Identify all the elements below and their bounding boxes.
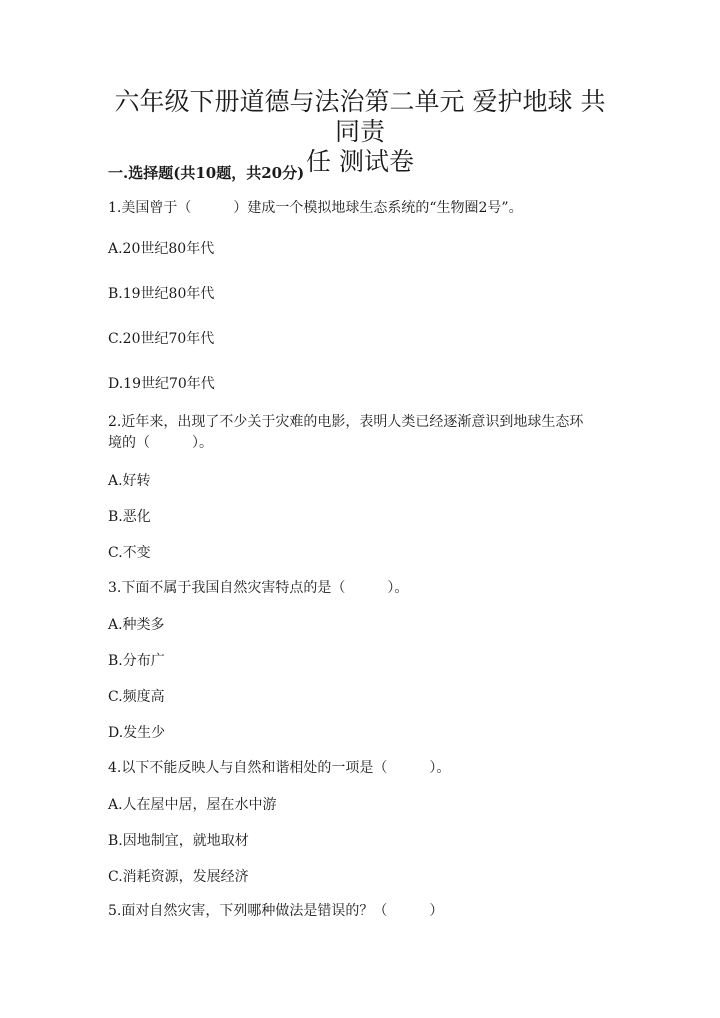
question-2-stem bbox=[108, 412, 628, 454]
question-5-stem: 5.面对自然灾害，下列哪种做法是错误的？（ ） bbox=[108, 903, 444, 919]
question-3-option-a: A.种类多 bbox=[108, 617, 165, 633]
question-2-stem-line-1: 2.近年来，出现了不少关于灾难的电影，表明人类已经逐渐意识到地球生态环 bbox=[108, 414, 584, 430]
question-2-option-c: C.不变 bbox=[108, 545, 151, 561]
question-2-stem-line-2: 境的（ ）。 bbox=[108, 435, 213, 451]
question-3-option-b: B.分布广 bbox=[108, 653, 165, 669]
question-1-option-b: B.19世纪80年代 bbox=[108, 286, 215, 302]
question-2-option-a: A.好转 bbox=[108, 473, 151, 489]
question-1-option-d: D.19世纪70年代 bbox=[108, 376, 215, 392]
question-4-option-a: A.人在屋中居，屋在水中游 bbox=[108, 797, 277, 813]
question-1-option-c: C.20世纪70年代 bbox=[108, 331, 215, 347]
question-3-option-d: D.发生少 bbox=[108, 725, 166, 741]
question-3-option-c: C.频度高 bbox=[108, 689, 165, 705]
question-1-stem: 1.美国曾于（ ）建成一个模拟地球生态系统的“生物圈2号”。 bbox=[108, 200, 523, 216]
title-line-1: 六年级下册道德与法治第二单元 爱护地球 共同责 bbox=[114, 87, 606, 146]
question-2-option-b: B.恶化 bbox=[108, 509, 151, 525]
question-4-option-b: B.因地制宜，就地取材 bbox=[108, 833, 249, 849]
title-line-2: 任 测试卷 bbox=[306, 147, 414, 176]
question-1-option-a: A.20世纪80年代 bbox=[108, 241, 215, 257]
question-4-stem: 4.以下不能反映人与自然和谐相处的一项是（ ）。 bbox=[108, 760, 451, 776]
question-3-stem: 3.下面不属于我国自然灾害特点的是（ ）。 bbox=[108, 580, 409, 596]
question-4-option-c: C.消耗资源，发展经济 bbox=[108, 869, 249, 885]
section-heading: 一.选择题(共10题，共20分) bbox=[108, 164, 305, 182]
